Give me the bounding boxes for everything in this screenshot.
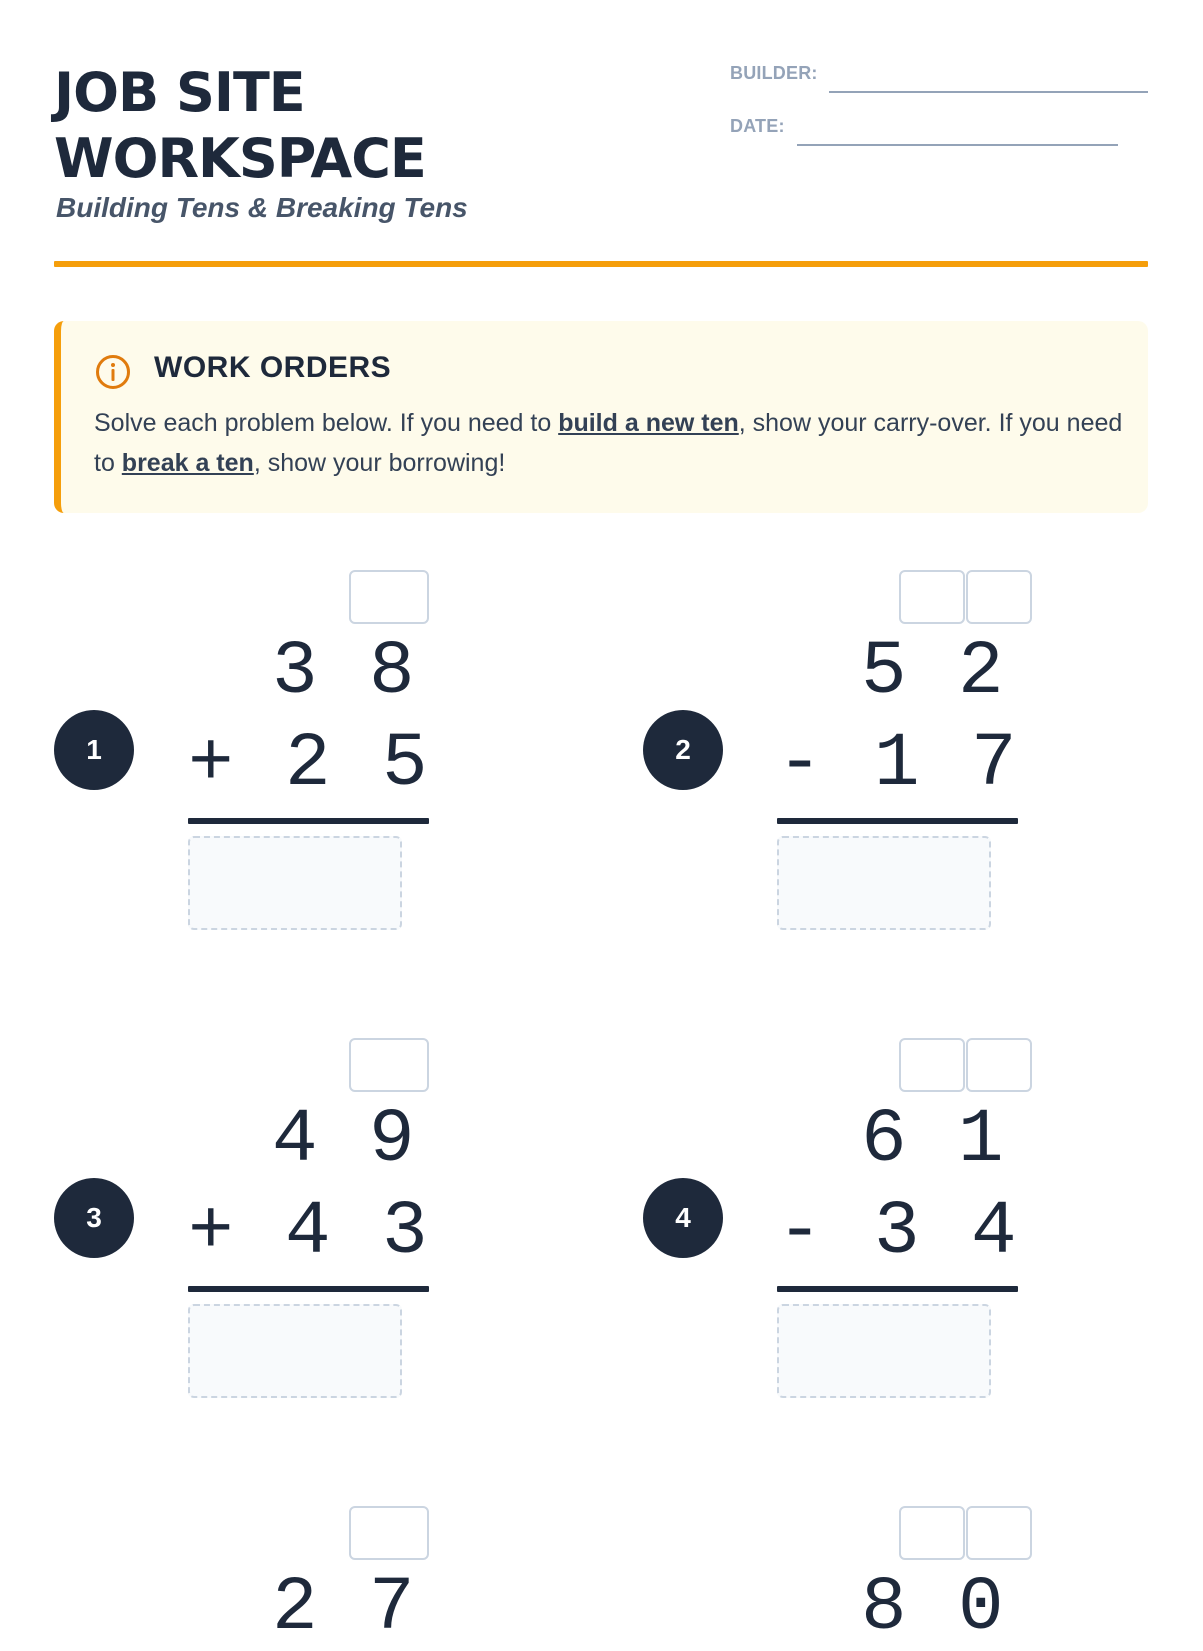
page-title: [54, 60, 426, 192]
page-title-line-1: JOB SITE: [54, 61, 305, 124]
operator: +: [188, 1189, 234, 1275]
borrow-tens-box[interactable]: [899, 1038, 965, 1092]
bottom-tens-digit: 4: [285, 1189, 331, 1275]
problem-5: [54, 1506, 614, 1651]
answer-box[interactable]: [777, 836, 991, 930]
break-a-ten-emphasis: break a ten: [121, 449, 254, 477]
operator: -: [777, 721, 823, 807]
top-ones-digit: 0: [958, 1565, 1004, 1651]
answer-box[interactable]: [188, 836, 402, 930]
header-divider: [54, 261, 1148, 267]
top-tens-digit: 2: [272, 1565, 318, 1651]
page-subtitle: Building Tens & Breaking Tens: [56, 192, 468, 223]
top-ones-digit: 7: [369, 1565, 415, 1651]
borrow-tens-box[interactable]: [899, 570, 965, 624]
work-orders-text-2: , show your carry-over. If you need to: [94, 409, 1123, 477]
sum-line: [188, 818, 429, 824]
top-ones-digit: 8: [369, 629, 415, 715]
top-ones-digit: 9: [369, 1097, 415, 1183]
bottom-ones-digit: 3: [382, 1189, 428, 1275]
top-ones-digit: 1: [958, 1097, 1004, 1183]
answer-box[interactable]: [188, 1304, 402, 1398]
bottom-ones-digit: 4: [971, 1189, 1017, 1275]
work-orders-title: WORK ORDERS: [154, 351, 392, 384]
problem-number-badge: 1: [54, 710, 134, 790]
problem-number-badge: 2: [643, 710, 723, 790]
top-tens-digit: 4: [272, 1097, 318, 1183]
problem-number-badge: 3: [54, 1178, 134, 1258]
bottom-tens-digit: 3: [874, 1189, 920, 1275]
borrow-ones-box[interactable]: [966, 1506, 1032, 1560]
top-ones-digit: 2: [958, 629, 1004, 715]
bottom-tens-digit: 2: [285, 721, 331, 807]
builder-label: BUILDER:: [730, 63, 818, 83]
date-label: DATE:: [730, 116, 785, 136]
work-orders-text-3: , show your borrowing!: [253, 449, 506, 477]
answer-box[interactable]: [777, 1304, 991, 1398]
carry-box[interactable]: [349, 1038, 429, 1092]
work-orders-box: [54, 321, 1148, 513]
borrow-ones-box[interactable]: [966, 1038, 1032, 1092]
problem-3: [54, 1038, 614, 1438]
page-title-line-2: WORKSPACE: [54, 127, 426, 190]
operator: -: [777, 1189, 823, 1275]
work-orders-text-1: Solve each problem below. If you need to: [94, 409, 559, 437]
sum-line: [188, 1286, 429, 1292]
problem-number-badge: 4: [643, 1178, 723, 1258]
problem-2: [643, 570, 1203, 970]
problem-6: [643, 1506, 1203, 1651]
bottom-tens-digit: 1: [874, 721, 920, 807]
work-orders-text: [94, 403, 1124, 483]
borrow-tens-box[interactable]: [899, 1506, 965, 1560]
date-line[interactable]: [797, 144, 1118, 146]
carry-box[interactable]: [349, 1506, 429, 1560]
bottom-ones-digit: 5: [382, 721, 428, 807]
carry-box[interactable]: [349, 570, 429, 624]
difference-line: [777, 818, 1018, 824]
problem-4: [643, 1038, 1203, 1438]
borrow-ones-box[interactable]: [966, 570, 1032, 624]
build-a-new-ten-emphasis: build a new ten: [558, 409, 739, 437]
operator: +: [188, 721, 234, 807]
difference-line: [777, 1286, 1018, 1292]
bottom-ones-digit: 7: [971, 721, 1017, 807]
info-icon: [95, 354, 131, 390]
top-tens-digit: 3: [272, 629, 318, 715]
top-tens-digit: 6: [861, 1097, 907, 1183]
builder-name-line[interactable]: [829, 91, 1148, 93]
problem-1: [54, 570, 614, 970]
top-tens-digit: 5: [861, 629, 907, 715]
top-tens-digit: 8: [861, 1565, 907, 1651]
